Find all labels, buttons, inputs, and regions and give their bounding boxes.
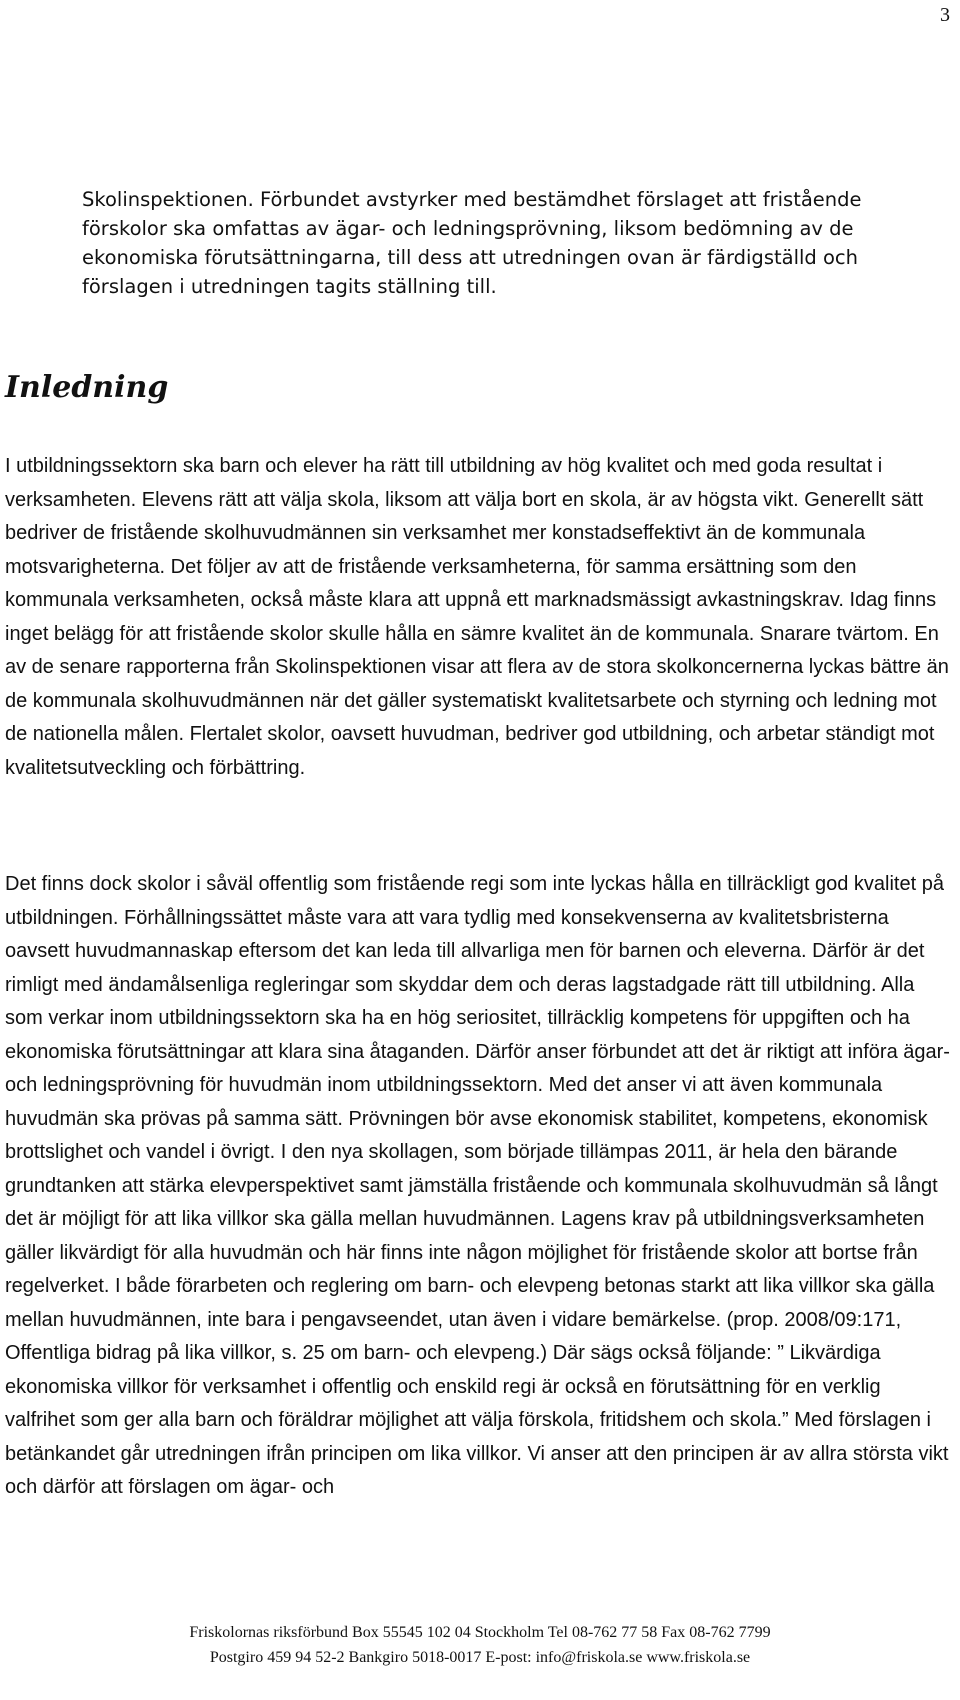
footer-payment-line: Postgiro 459 94 52-2 Bankgiro 5018-0017 E-post: info@friskola.se www.friskola.se [209,1649,751,1666]
body-paragraph-1: I utbildningssektorn ska barn och elever ha rätt till utbildning av hög kvalitet och med goda resultat i verksamheten. Elevens rätt att välja skola, liksom att välja bort en skola, är av högsta vikt. Generellt sätt bedriver de fristående skolhuvudmännen sin verksamhet mer konstadseffektivt än de kommunala motsvarigheterna. Det följer av att de fristående verksamheterna, för samma ersättning som den kommunala verksamheten, också måste klara att uppnå ett marknadsmässigt avkastningskrav. Idag finns inget belägg för att fristående skolor skulle hålla en sämre kvalitet än de kommunala. Snarare tvärtom. En av de senare rapporterna från Skolinspektionen visar att flera av de stora skolkoncernerna lyckas bättre än de kommunala skolhuvudmännen när det gäller systematiskt kvalitetsarbete och styrning och ledning mot de nationella målen. Flertalet skolor, oavsett huvudman, bedriver god utbildning, och arbetar ständigt mot kvalitetsutveckling och förbättring. [5,455,949,779]
section-heading: Inledning [5,370,169,405]
body-paragraph-2: Det finns dock skolor i såväl offentlig som fristående regi som inte lyckas hålla en tillräckligt god kvalitet på utbildningen. Förhållningssättet måste vara att vara tydlig med konsekvenserna av kvalitetsbristerna oavsett huvudmannaskap eftersom det kan leda till allvarliga men för barnen och eleverna. Därför är det rimligt med ändamålsenliga regleringar som skyddar dem och deras lagstadgade rätt till utbildning. Alla som verkar inom utbildningssektorn ska ha en hög seriositet, tillräcklig kompetens för uppgiften och ha ekonomiska förutsättningar att klara sina åtaganden. Därför anser förbundet att det är riktigt att införa ägar- och ledningsprövning för huvudmän inom utbildningssektorn. Med det anser vi att även kommunala huvudmän ska prövas på samma sätt. Prövningen bör avse ekonomisk stabilitet, kompetens, ekonomisk brottslighet och vandel i övrigt. I den nya skollagen, som började tillämpas 2011, är hela den bärande grundtanken att stärka elevperspektivet samt jämställa fristående och kommunala skolhuvudmän så långt det är möjligt för att lika villkor ska gälla mellan huvudmännen. Lagens krav på utbildningsverksamheten gäller likvärdigt för alla huvudmän och här finns inte någon möjlighet för fristående skolor att bortse från regelverket. I både förarbeten och reglering om barn- och elevpeng betonas starkt att lika villkor ska gälla mellan huvudmännen, inte bara i pengavseendet, utan även i vidare bemärkelse. (prop. 2008/09:171, Offentliga bidrag på lika villkor, s. 25 om barn- och elevpeng.) Där sägs också följande: ” Likvärdiga ekonomiska villkor för verksamhet i offentlig och enskild regi är också en förutsättning för en verklig valfrihet som ger alla barn och föräldrar möjlighet att välja förskola, fritidshem och skola.” Med förslagen i betänkandet går utredningen ifrån principen om lika villkor. Vi anser att den principen är av allra största vikt och därför att förslagen om ägar- och [5,873,950,1498]
page-number: 3 [940,4,950,26]
footer-address-line: Friskolornas riksförbund Box 55545 102 04 Stockholm Tel 08-762 77 58 Fax 08-762 7799 [189,1624,771,1641]
intro-paragraph: Skolinspektionen. Förbundet avstyrker med bestämdhet förslaget att fristående förskolor ska omfattas av ägar- och ledningsprövning, liksom bedömning av de ekonomiska förutsättningarna, till dess att utredningen ovan är färdigställd och förslagen i utredningen tagits ställning till. [82,188,862,298]
page-footer [0,1620,960,1670]
